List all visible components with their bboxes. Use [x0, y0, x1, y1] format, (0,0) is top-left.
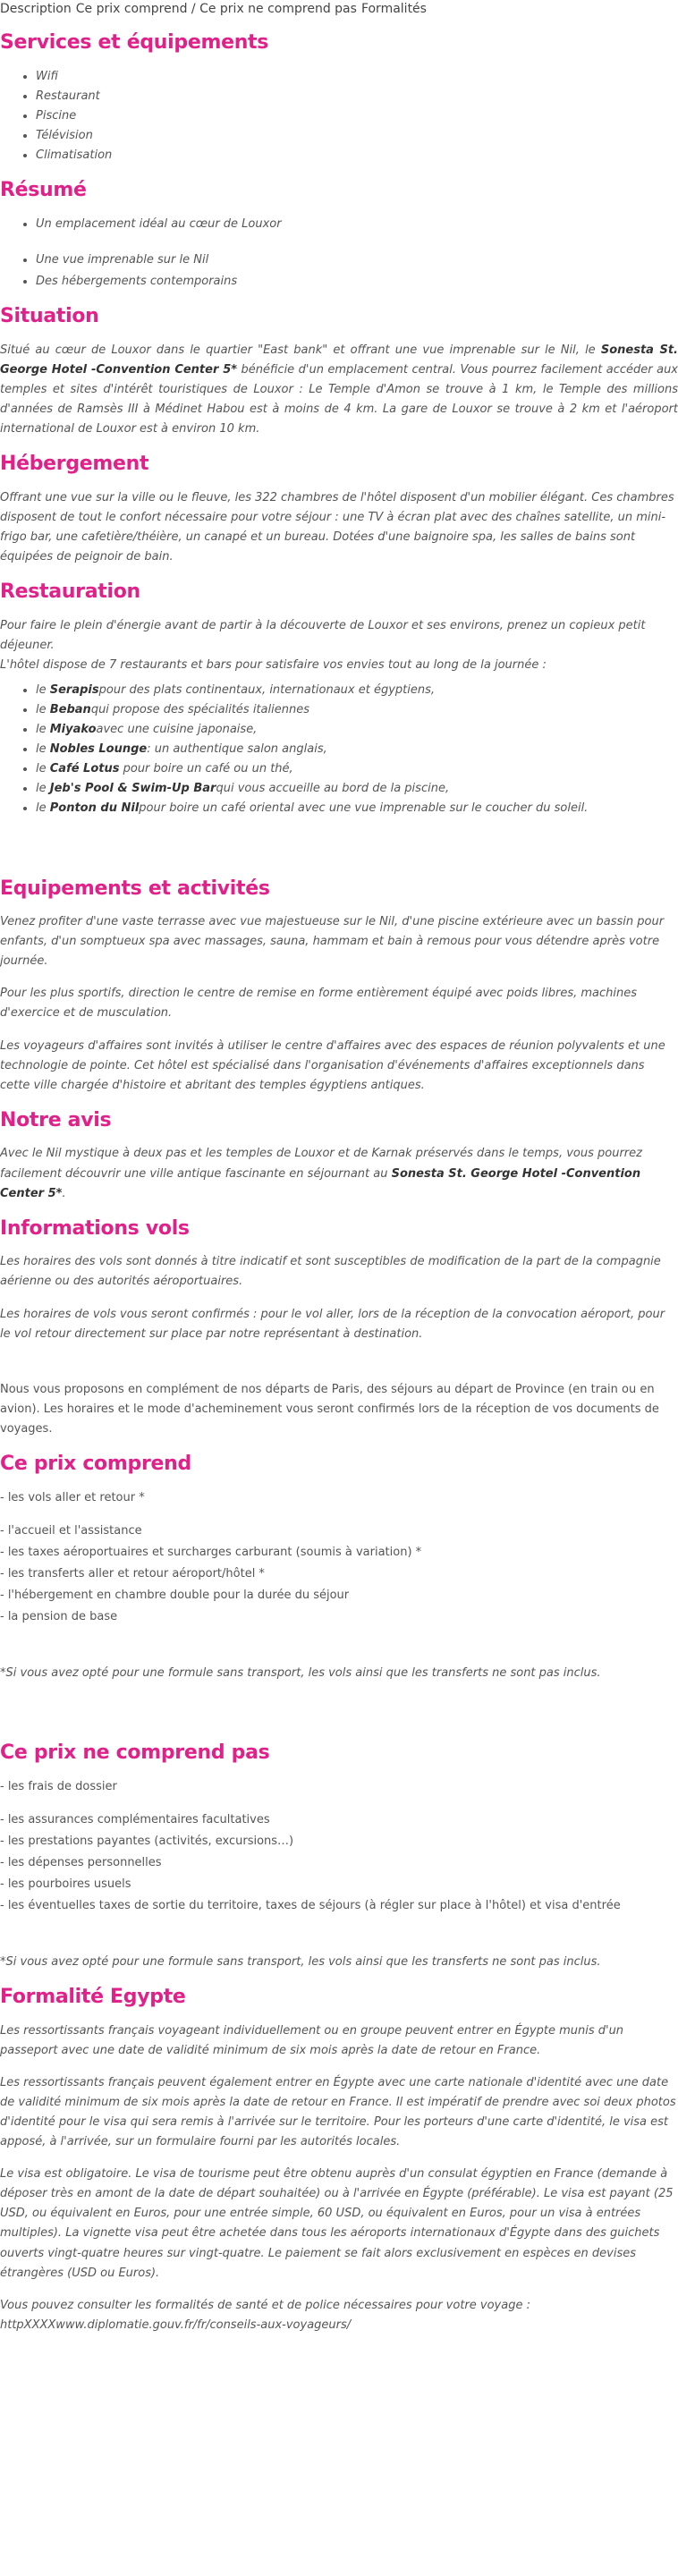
avis-text-before: Avec le Nil mystique à deux pas et les temples de Louxor et de Karnak préservés dans le temps, vous pourrez facilement découvrir une ville antique fascinante en séjournant au — [0, 1147, 642, 1181]
situation-text-before: Situé au cœur de Louxor dans le quartier "East bank" et offrant une vue imprenable sur le Nil, le — [0, 343, 601, 357]
service-item: • Wifi — [36, 67, 678, 87]
restaurant-item — [36, 700, 678, 720]
activites-p1: Venez profiter d'une vaste terrasse avec vue majestueuse sur le Nil, d'une piscine extérieure avec un bassin pour enfants, d'un somptueux spa avec massages, sauna, hammam et bain à remous pour vous détendre après votre journée. — [0, 915, 665, 969]
restaurant-name: Ponton du Nil — [49, 801, 140, 816]
resume-heading: Résumé — [0, 179, 87, 202]
situation-text — [0, 341, 678, 439]
restauration-intro — [0, 616, 678, 675]
service-item: • Télévision — [36, 126, 678, 146]
resume-item: • Un emplacement idéal au cœur de Louxor — [36, 215, 678, 234]
restaurant-desc: : un authentique salon anglais, — [147, 742, 327, 757]
restaurant-desc: pour boire un café oriental avec une vue imprenable sur le coucher du soleil. — [139, 801, 589, 816]
formalite-p1: Les ressortissants français voyageant individuellement ou en groupe peuvent entrer en Égypte munis d'un passeport avec une date de validité minimum de six mois après la date de retour en France. — [0, 2023, 624, 2057]
tab-formalites[interactable]: Formalités — [360, 2, 427, 16]
spacer — [0, 1929, 678, 1953]
ne-comprend-list — [0, 1809, 678, 1917]
avis-text — [0, 1144, 678, 1203]
formalite-p3: Le visa est obligatoire. Le visa de tourisme peut être obtenu auprès d'un consulat égyptien en France (demande à déposer très en amont de la date de départ souhaitée) ou à l'arrivée en Égypte (préférable). Le visa est payant (25 USD, ou équivalent en Euros, pour une entrée simple, 60 USD, ou équivalent en Euros, pour un visa à entrées multiples). La vignette visa peut être achetée dans tous les aéroports internationaux d'Égypte dans des guichets ouverts vingt-quatre heures sur vingt-quatre. Le paiement se fait alors exclusivement en espèces en devises étrangères (USD ou Euros). — [0, 2167, 674, 2280]
restaurant-desc: qui propose des spécialités italiennes — [90, 702, 309, 716]
spacer — [0, 1696, 678, 1728]
restaurant-prefix: le — [36, 723, 50, 737]
restaurant-desc: pour boire un café ou un thé, — [119, 762, 293, 776]
ne-comprend-note: *Si vous avez opté pour une formule sans transport, les vols ainsi que les transferts ne sont pas inclus. — [0, 1954, 601, 1969]
restaurant-desc: qui vous accueille au bord de la piscine, — [216, 782, 450, 796]
restaurant-prefix: le — [36, 702, 50, 716]
avis-heading: Notre avis — [0, 1108, 112, 1131]
tab-description[interactable]: Description — [0, 2, 72, 16]
comprend-item: - l'accueil et l'assistance — [0, 1523, 142, 1538]
restaurant-prefix: le — [36, 801, 50, 816]
restaurant-name: Café Lotus — [49, 762, 120, 776]
restaurant-item — [36, 681, 678, 700]
restaurant-item — [36, 759, 678, 779]
restaurant-name: Serapis — [49, 682, 99, 697]
avis-text-after: . — [62, 1186, 66, 1200]
vols-p1: Les horaires des vols sont donnés à titre indicatif et sont susceptibles de modification de la part de la compagnie aérienne ou des autorités aéroportuaires. — [0, 1255, 661, 1289]
resume-list — [0, 215, 678, 292]
service-item: • Piscine — [36, 106, 678, 126]
activites-p3: Les voyageurs d'affaires sont invités à utiliser le centre d'affaires avec des espaces de réunion polyvalents et une technologie de pointe. Cet hôtel est spécialisé dans l'organisation d'événements d'affaires exceptionnels dans cette ville chargée d'histoire et abritant des temples égyptiens antiques. — [0, 1038, 665, 1092]
hotel-name: Sonesta St. George Hotel -Convention Center 5* — [0, 1166, 641, 1200]
restaurant-desc: pour des plats continentaux, internationaux et égyptiens, — [98, 682, 436, 697]
restaurant-name: Nobles Lounge — [49, 742, 148, 757]
services-heading: Services et équipements — [0, 31, 269, 54]
vols-heading: Informations vols — [0, 1216, 190, 1240]
situation-text-after: bénéficie d'un emplacement central. Vous pourrez facilement accéder aux temples et sites d'intérêt touristiques de Louxor : Le Temple d'Amon se trouve à 1 km, le Temple des millions d'années de Ramsès III à Médinet Habou est à moins de 4 km. La gare de Louxor se trouve à 2 km et l'aéroport international de Louxor est à environ 10 km. — [0, 362, 678, 436]
comprend-list — [0, 1521, 678, 1628]
ne-comprend-heading: Ce prix ne comprend pas — [0, 1741, 270, 1764]
restaurant-prefix: le — [36, 782, 50, 796]
vols-p2: Les horaires de vols vous seront confirmés : pour le vol aller, lors de la réception de la convocation aéroport, pour le vol retour directement sur place par notre représentant à destination. — [0, 1307, 665, 1341]
activites-heading: Equipements et activités — [0, 877, 270, 900]
activites-p2: Pour les plus sportifs, direction le centre de remise en forme entièrement équipé avec poids libres, machines d'exercice et de musculation. — [0, 987, 638, 1021]
comprend-heading: Ce prix comprend — [0, 1452, 191, 1475]
restaurant-name: Beban — [49, 702, 91, 716]
formalite-p4-text: Vous pouvez consulter les formalités de santé et de police nécessaires pour votre voyage : — [0, 2298, 530, 2312]
restaurant-item — [36, 740, 678, 759]
formalite-p2: Les ressortissants français peuvent également entrer en Égypte avec une carte nationale d'identité avec une date de validité minimum de six mois après la date de retour en France. Il est impératif de prendre avec soi deux photos d'identité pour le visa qui sera remis à l'arrivée sur le territoire. Pour les porteurs d'une carte d'identité, le visa est apposé, à l'arrivée, sur un formulaire fourni par les autorités locales. — [0, 2075, 676, 2149]
restauration-heading: Restauration — [0, 580, 140, 603]
services-list — [0, 67, 678, 165]
ne-comprend-item: - les assurances complémentaires facultatives — [0, 1812, 270, 1826]
formalite-p4 — [0, 2296, 678, 2335]
comprend-item: - les transferts aller et retour aéroport/hôtel * — [0, 1566, 265, 1580]
formalite-heading: Formalité Egypte — [0, 1986, 186, 2008]
spacer — [0, 832, 678, 864]
hebergement-heading: Hébergement — [0, 453, 149, 475]
spacer — [0, 1640, 678, 1664]
restauration-intro-1: Pour faire le plein d'énergie avant de partir à la découverte de Louxor et ses environs, prenez un copieux petit déjeuner. — [0, 618, 646, 652]
restaurant-list — [0, 681, 678, 819]
hebergement-text: Offrant une vue sur la ville ou le fleuve, les 322 chambres de l'hôtel disposent d'un mobilier élégant. Ces chambres disposent de tout le confort nécessaire pour votre séjour : une TV à écran plat avec des chaînes satellite, un mini-frigo bar, une cafetière/théière, un canapé et un bureau. Dotées d'une baignoire spa, les salles de bains sont équipées de peignoir de bain. — [0, 490, 674, 564]
restaurant-name: Jeb's Pool & Swim-Up Bar — [49, 782, 216, 796]
restaurant-prefix: le — [36, 682, 50, 697]
diplomatie-link[interactable]: httpXXXXwww.diplomatie.gouv.fr/fr/conseils-aux-voyageurs/ — [0, 2318, 352, 2332]
comprend-note: *Si vous avez opté pour une formule sans transport, les vols ainsi que les transferts ne sont pas inclus. — [0, 1665, 601, 1680]
restaurant-prefix: le — [36, 742, 50, 757]
hotel-name: Sonesta St. George Hotel -Convention Center 5* — [0, 343, 678, 377]
restaurant-name: Miyako — [49, 723, 97, 737]
tab-prix[interactable]: Ce prix comprend / Ce prix ne comprend pas — [75, 2, 357, 16]
restaurant-prefix: le — [36, 762, 50, 776]
ne-comprend-item: - les prestations payantes (activités, excursions…) — [0, 1834, 294, 1848]
comprend-item: - l'hébergement en chambre double pour la durée du séjour — [0, 1588, 350, 1602]
restaurant-item — [36, 779, 678, 799]
vols-p3: Nous vous proposons en complément de nos départs de Paris, des séjours au départ de Province (en train ou en avion). Les horaires et le mode d'acheminement vous seront confirmés lors de la réception de vos documents de voyages. — [0, 1382, 659, 1436]
resume-item: • Des hébergements contemporains — [36, 272, 678, 292]
ne-comprend-item: - les éventuelles taxes de sortie du territoire, taxes de séjours (à régler sur place à l'hôtel) et visa d'entrée — [0, 1898, 621, 1912]
restaurant-item — [36, 720, 678, 740]
restaurant-item — [36, 799, 678, 818]
resume-item: • Une vue imprenable sur le Nil — [36, 250, 678, 270]
comprend-first: - les vols aller et retour * — [0, 1490, 145, 1504]
service-item: • Climatisation — [36, 146, 678, 165]
restaurant-desc: avec une cuisine japonaise, — [96, 723, 258, 737]
ne-comprend-item: - les dépenses personnelles — [0, 1855, 162, 1869]
service-item: • Restaurant — [36, 87, 678, 106]
situation-heading: Situation — [0, 304, 99, 327]
spacer — [0, 1357, 678, 1380]
ne-comprend-item: - les pourboires usuels — [0, 1877, 131, 1891]
tab-bar — [0, 0, 678, 18]
restauration-intro-2: L'hôtel dispose de 7 restaurants et bars pour satisfaire vos envies tout au long de la journée : — [0, 657, 547, 672]
comprend-item: - la pension de base — [0, 1609, 118, 1623]
comprend-item: - les taxes aéroportuaires et surcharges carburant (soumis à variation) * — [0, 1545, 422, 1559]
ne-comprend-first: - les frais de dossier — [0, 1779, 117, 1793]
